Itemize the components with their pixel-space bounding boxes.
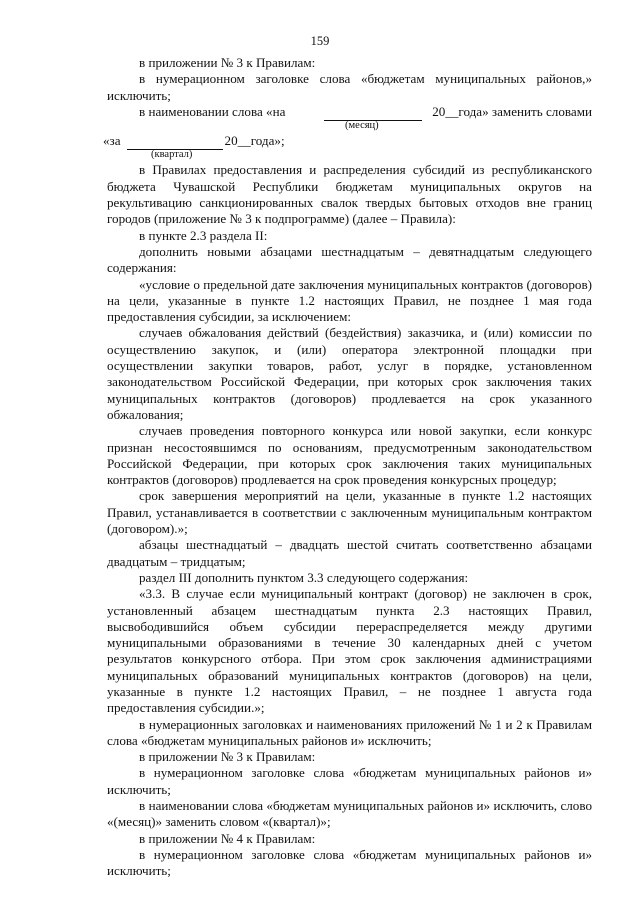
blank-line-month — [324, 104, 422, 121]
paragraph-quarter-line — [103, 133, 592, 150]
paragraph-renumbering: абзацы шестнадцатый – двадцать шестой считать соответственно абзацами двадцатым – тридцатым; — [107, 537, 592, 569]
paragraph-name-replace — [107, 104, 592, 121]
paragraph-section2: в пункте 2.3 раздела II: — [139, 227, 268, 243]
paragraph-repeat-tender: случаев проведения повторного конкурса или новой закупки, если конкурс признан несостоявшимся по основаниям, предусмотренным законодательством Российской Федерации, при которых срок заключения таких муниципальных контрактов (договоров) продлевается на срок проведения конкурсных процедур; — [107, 423, 592, 488]
blank-line-quarter — [127, 133, 223, 150]
caption-month: (месяц) — [345, 120, 379, 132]
paragraph-appendix3-header-2: в приложении № 3 к Правилам: — [139, 749, 316, 765]
quarter-line-end: 20__года»; — [224, 133, 285, 149]
name-replace-start: в наименовании слова «на — [139, 103, 286, 119]
paragraph-appendices-1-2: в нумерационных заголовках и наименованиях приложений № 1 и 2 к Правилам слова «бюджетам муниципальных районов и» исключить; — [107, 716, 592, 748]
paragraph-appendix4-header: в приложении № 4 к Правилам: — [139, 830, 316, 846]
paragraph-clause-3-3: «3.3. В случае если муниципальный контракт (договор) не заключен в срок, установленный абзацем шестнадцатым пункта 2.3 настоящих Правил, высвободившийся объем субсидии перераспределяется между другими муниципальными образованиями в течение 30 календарных дней с учетом результатов конкурсного отбора. При этом срок заключения администрациями муниципальных образований муниципальных контрактов (договоров) на цели, указанные в пункте 1.2 настоящих Правил, – не позднее 1 августа года предоставления субсидии.»; — [107, 586, 592, 716]
paragraph-rules: в Правилах предоставления и распределения субсидий из республиканского бюджета Чувашской Республики бюджетам муниципальных округов на рекультивацию санкционированных свалок твердых бытовых отходов вне границ городов (приложение № 3 к подпрограмме) (далее – Правила): — [107, 162, 592, 227]
caption-quarter: (квартал) — [151, 149, 193, 161]
caption-quarter-row — [107, 150, 592, 162]
caption-month-row — [107, 121, 592, 133]
paragraph-appendix3-header: в приложении № 3 к Правилам: — [139, 55, 316, 70]
paragraph-appendix4-numbering: в нумерационном заголовке слова «бюджетам муниципальных районов и» исключить; — [107, 846, 592, 879]
paragraph-appendix3-name: в наименовании слова «бюджетам муниципальных районов и» исключить, слово «(месяц)» заменить словом «(квартал)»; — [107, 798, 592, 830]
document-body — [103, 55, 592, 880]
paragraph-deadline-condition: «условие о предельной дате заключения муниципальных контрактов (договоров) на цели, указанные в пункте 1.2 настоящих Правил, не позднее 1 мая года предоставления субсидии, за исключением: — [107, 276, 592, 325]
paragraph-appeal-cases: случаев обжалования действий (бездействия) заказчика, и (или) комиссии по осуществлению закупок, и (или) оператора электронной площадки при осуществлении закупки товаров, работ, услуг в порядке, установленном законодательством Российской Федерации, при которых срок заключения таких муниципальных контрактов (договоров) продлевается на срок указанного обжалования; — [107, 325, 592, 422]
paragraph-numbering-title: в нумерационном заголовке слова «бюджетам муниципальных районов,» исключить; — [107, 71, 592, 103]
paragraph-completion-term: срок завершения мероприятий на цели, указанные в пункте 1.2 настоящих Правил, устанавливается в соответствии с заключенным муниципальным контрактом (договором).»; — [107, 488, 592, 537]
paragraph-add-paragraphs: дополнить новыми абзацами шестнадцатым – девятнадцатым следующего содержания: — [107, 243, 592, 276]
paragraph-appendix3-numbering: в нумерационном заголовке слова «бюджетам муниципальных районов и» исключить; — [107, 765, 592, 797]
quarter-line-start: «за — [103, 133, 121, 149]
paragraph-section3: раздел III дополнить пунктом 3.3 следующего содержания: — [139, 569, 469, 585]
page-number: 159 — [310, 34, 330, 48]
name-replace-end: 20__года» заменить словами — [432, 103, 592, 119]
